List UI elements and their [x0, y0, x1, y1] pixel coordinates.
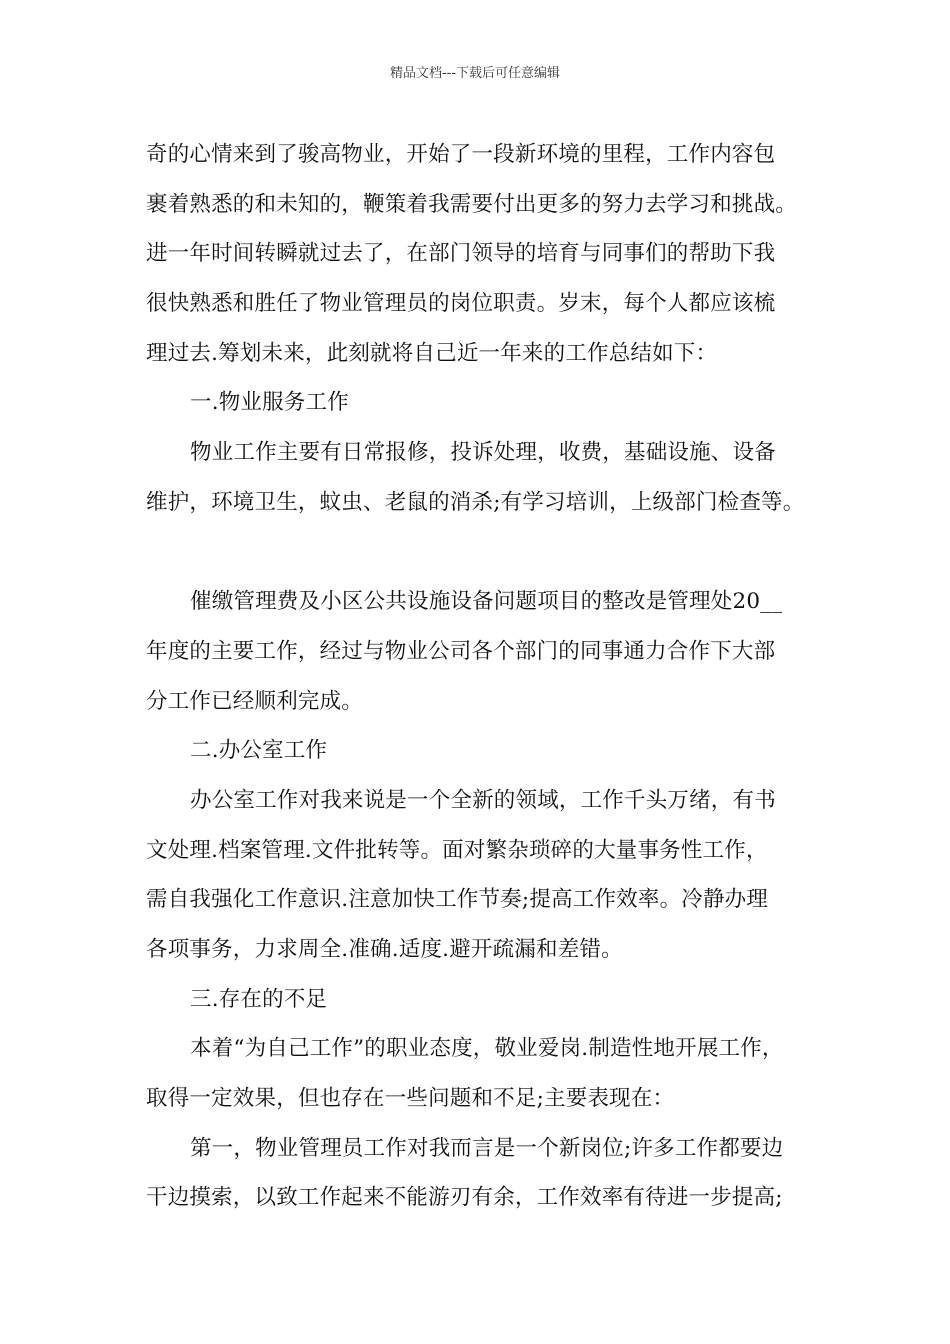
- text-line: 很快熟悉和胜任了物业管理员的岗位职责。岁末，每个人都应该梳: [146, 291, 776, 317]
- text-line: 文处理.档案管理.文件批转等。面对繁杂琐碎的大量事务性工作，: [146, 837, 768, 863]
- text-line: 维护，环境卫生，蚊虫、老鼠的消杀;有学习培训，上级部门检查等。: [146, 489, 805, 515]
- text-line: 取得一定效果，但也存在一些问题和不足;主要表现在：: [146, 1086, 675, 1112]
- text-line: 年度的主要工作，经过与物业公司各个部门的同事通力合作下大部: [146, 638, 776, 664]
- text-line: 奇的心情来到了骏高物业，开始了一段新环境的里程，工作内容包: [146, 142, 776, 167]
- text-line: 各项事务，力求周全.准确.适度.避开疏漏和差错。: [146, 937, 623, 962]
- text-line: 裹着熟悉的和未知的，鞭策着我需要付出更多的努力去学习和挑战。: [146, 191, 798, 217]
- section-heading-3: 三.存在的不足: [190, 986, 328, 1012]
- text-line: 需自我强化工作意识.注意加快工作节奏;提高工作效率。冷静办理: [146, 887, 769, 913]
- section-heading-2: 二.办公室工作: [190, 738, 328, 764]
- page-header: 精品文档---下载后可任意编辑: [389, 66, 561, 81]
- blank-line: [146, 528, 836, 578]
- text-line: 理过去.筹划未来，此刻就将自己近一年来的工作总结如下：: [146, 340, 718, 366]
- text-line: 物业工作主要有日常报修，投诉处理，收费，基础设施、设备: [190, 440, 776, 466]
- section-heading-1: 一.物业服务工作: [190, 390, 349, 416]
- text-line: 进一年时间转瞬就过去了，在部门领导的培育与同事们的帮助下我: [146, 241, 776, 267]
- document-body: [146, 130, 836, 1223]
- text-line: 办公室工作对我来说是一个全新的领域，工作千头万绪，有书: [190, 787, 776, 813]
- text-line: 分工作已经顺利完成。: [146, 688, 364, 714]
- text-line: 本着“为自己工作”的职业态度，敬业爱岗.制造性地开展工作，: [190, 1036, 784, 1062]
- text-line: 第一，物业管理员工作对我而言是一个新岗位;许多工作都要边: [190, 1135, 784, 1161]
- text-line: 干边摸索，以致工作起来不能游刃有余，工作效率有待进一步提高;: [146, 1185, 783, 1211]
- text-line: 催缴管理费及小区公共设施设备问题项目的整改是管理处20__: [190, 589, 783, 615]
